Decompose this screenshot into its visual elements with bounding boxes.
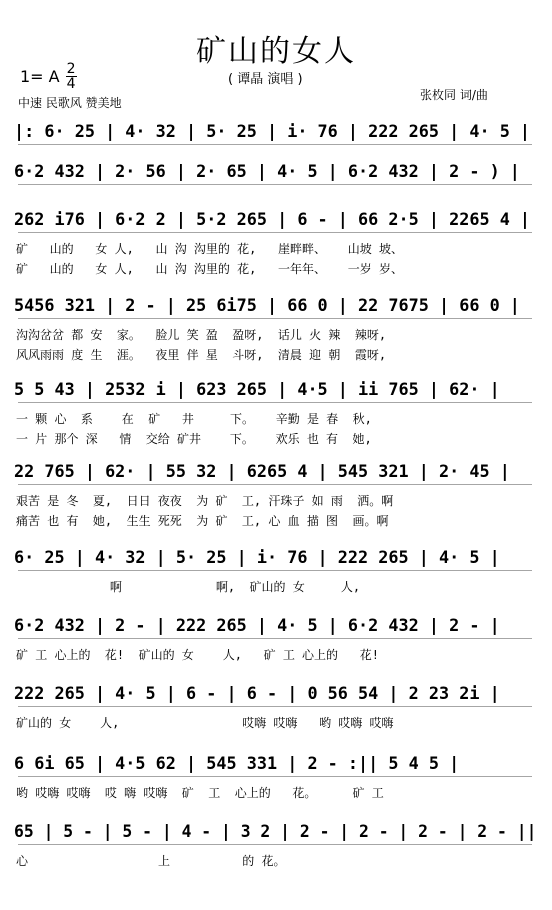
beam-line [18, 484, 532, 485]
notation-line: 5 5 43 | 2532 i | 623 265 | 4·5 | ii 765 | 62· | [14, 380, 500, 400]
time-bottom: 4 [66, 76, 76, 92]
score-system [14, 822, 542, 870]
lyric-line: 心 上 的 花。 [16, 854, 286, 868]
time-signature [66, 62, 77, 91]
beam-line [18, 570, 532, 571]
lyric-line: 矿 山的 女 人, 山 沟 沟里的 花, 一年年、 一岁 岁、 [16, 262, 403, 276]
score-system [14, 210, 542, 280]
score-system [14, 548, 542, 596]
lyric-line: 矿 工 心上的 花! 矿山的 女 人, 矿 工 心上的 花! [16, 648, 379, 662]
key-signature [20, 62, 77, 91]
notation-line: 65 | 5 - | 5 - | 4 - | 3 2 | 2 - | 2 - | 2 - | 2 - || [14, 822, 537, 842]
beam-line [18, 184, 532, 185]
beam-line [18, 318, 532, 319]
score-system [14, 122, 542, 150]
notation-line: |: 6· 25 | 4· 32 | 5· 25 | i· 76 | 222 265 | 4· 5 | [14, 122, 531, 142]
beam-line [18, 144, 532, 145]
beam-line [18, 638, 532, 639]
beam-line [18, 232, 532, 233]
notation-line: 222 265 | 4· 5 | 6 - | 6 - | 0 56 54 | 2 23 2i | [14, 684, 500, 704]
notation-line: 5456 321 | 2 - | 25 6i75 | 66 0 | 22 7675 | 66 0 | [14, 296, 520, 316]
lyric-line: 矿 山的 女 人, 山 沟 沟里的 花, 崖畔畔、 山坡 坡、 [16, 242, 403, 256]
key-label: 1= A [20, 67, 60, 86]
lyric-line: 哟 哎嗨 哎嗨 哎 嗨 哎嗨 矿 工 心上的 花。 矿 工 [16, 786, 384, 800]
lyric-line: 啊 啊, 矿山的 女 人, [16, 580, 361, 594]
lyric-line: 一 片 那个 深 情 交给 矿井 下。 欢乐 也 有 她, [16, 432, 372, 446]
score-system [14, 616, 542, 664]
score-system [14, 162, 542, 190]
notation-line: 6· 25 | 4· 32 | 5· 25 | i· 76 | 222 265 | 4· 5 | [14, 548, 500, 568]
beam-line [18, 776, 532, 777]
beam-line [18, 706, 532, 707]
notation-line: 6·2 432 | 2 - | 222 265 | 4· 5 | 6·2 432 | 2 - | [14, 616, 500, 636]
score-system [14, 684, 542, 732]
composer-credit: 张枚同 词/曲 [420, 88, 488, 102]
notation-line: 262 i76 | 6·2 2 | 5·2 265 | 6 - | 66 2·5 | 2265 4 | [14, 210, 531, 230]
score-system [14, 296, 542, 366]
beam-line [18, 844, 532, 845]
lyric-line: 艰苦 是 冬 夏, 日日 夜夜 为 矿 工, 汗珠子 如 雨 洒。啊 [16, 494, 394, 508]
lyric-line: 痛苦 也 有 她, 生生 死死 为 矿 工, 心 血 描 图 画。啊 [16, 514, 389, 528]
singer-credit: ( 谭晶 演唱 ) [228, 72, 303, 87]
score-system [14, 754, 542, 802]
notation-line: 6·2 432 | 2· 56 | 2· 65 | 4· 5 | 6·2 432 | 2 - ) | [14, 162, 520, 182]
song-title: 矿山的女人 [196, 34, 356, 69]
tempo-marking: 中速 民歌风 赞美地 [18, 96, 122, 110]
lyric-line: 一 颗 心 系 在 矿 井 下。 辛勤 是 春 秋, [16, 412, 372, 426]
time-top: 2 [66, 61, 76, 77]
beam-line [18, 402, 532, 403]
lyric-line: 矿山的 女 人, 哎嗨 哎嗨 哟 哎嗨 哎嗨 [16, 716, 394, 730]
score-system [14, 380, 542, 450]
notation-line: 22 765 | 62· | 55 32 | 6265 4 | 545 321 | 2· 45 | [14, 462, 510, 482]
score-system [14, 462, 542, 532]
notation-line: 6 6i 65 | 4·5 62 | 545 331 | 2 - :|| 5 4 5 | [14, 754, 460, 774]
lyric-line: 沟沟岔岔 都 安 家。 脸儿 笑 盈 盈呀, 话儿 火 辣 辣呀, [16, 328, 387, 342]
lyric-line: 风风雨雨 度 生 涯。 夜里 伴 星 斗呀, 清晨 迎 朝 霞呀, [16, 348, 387, 362]
